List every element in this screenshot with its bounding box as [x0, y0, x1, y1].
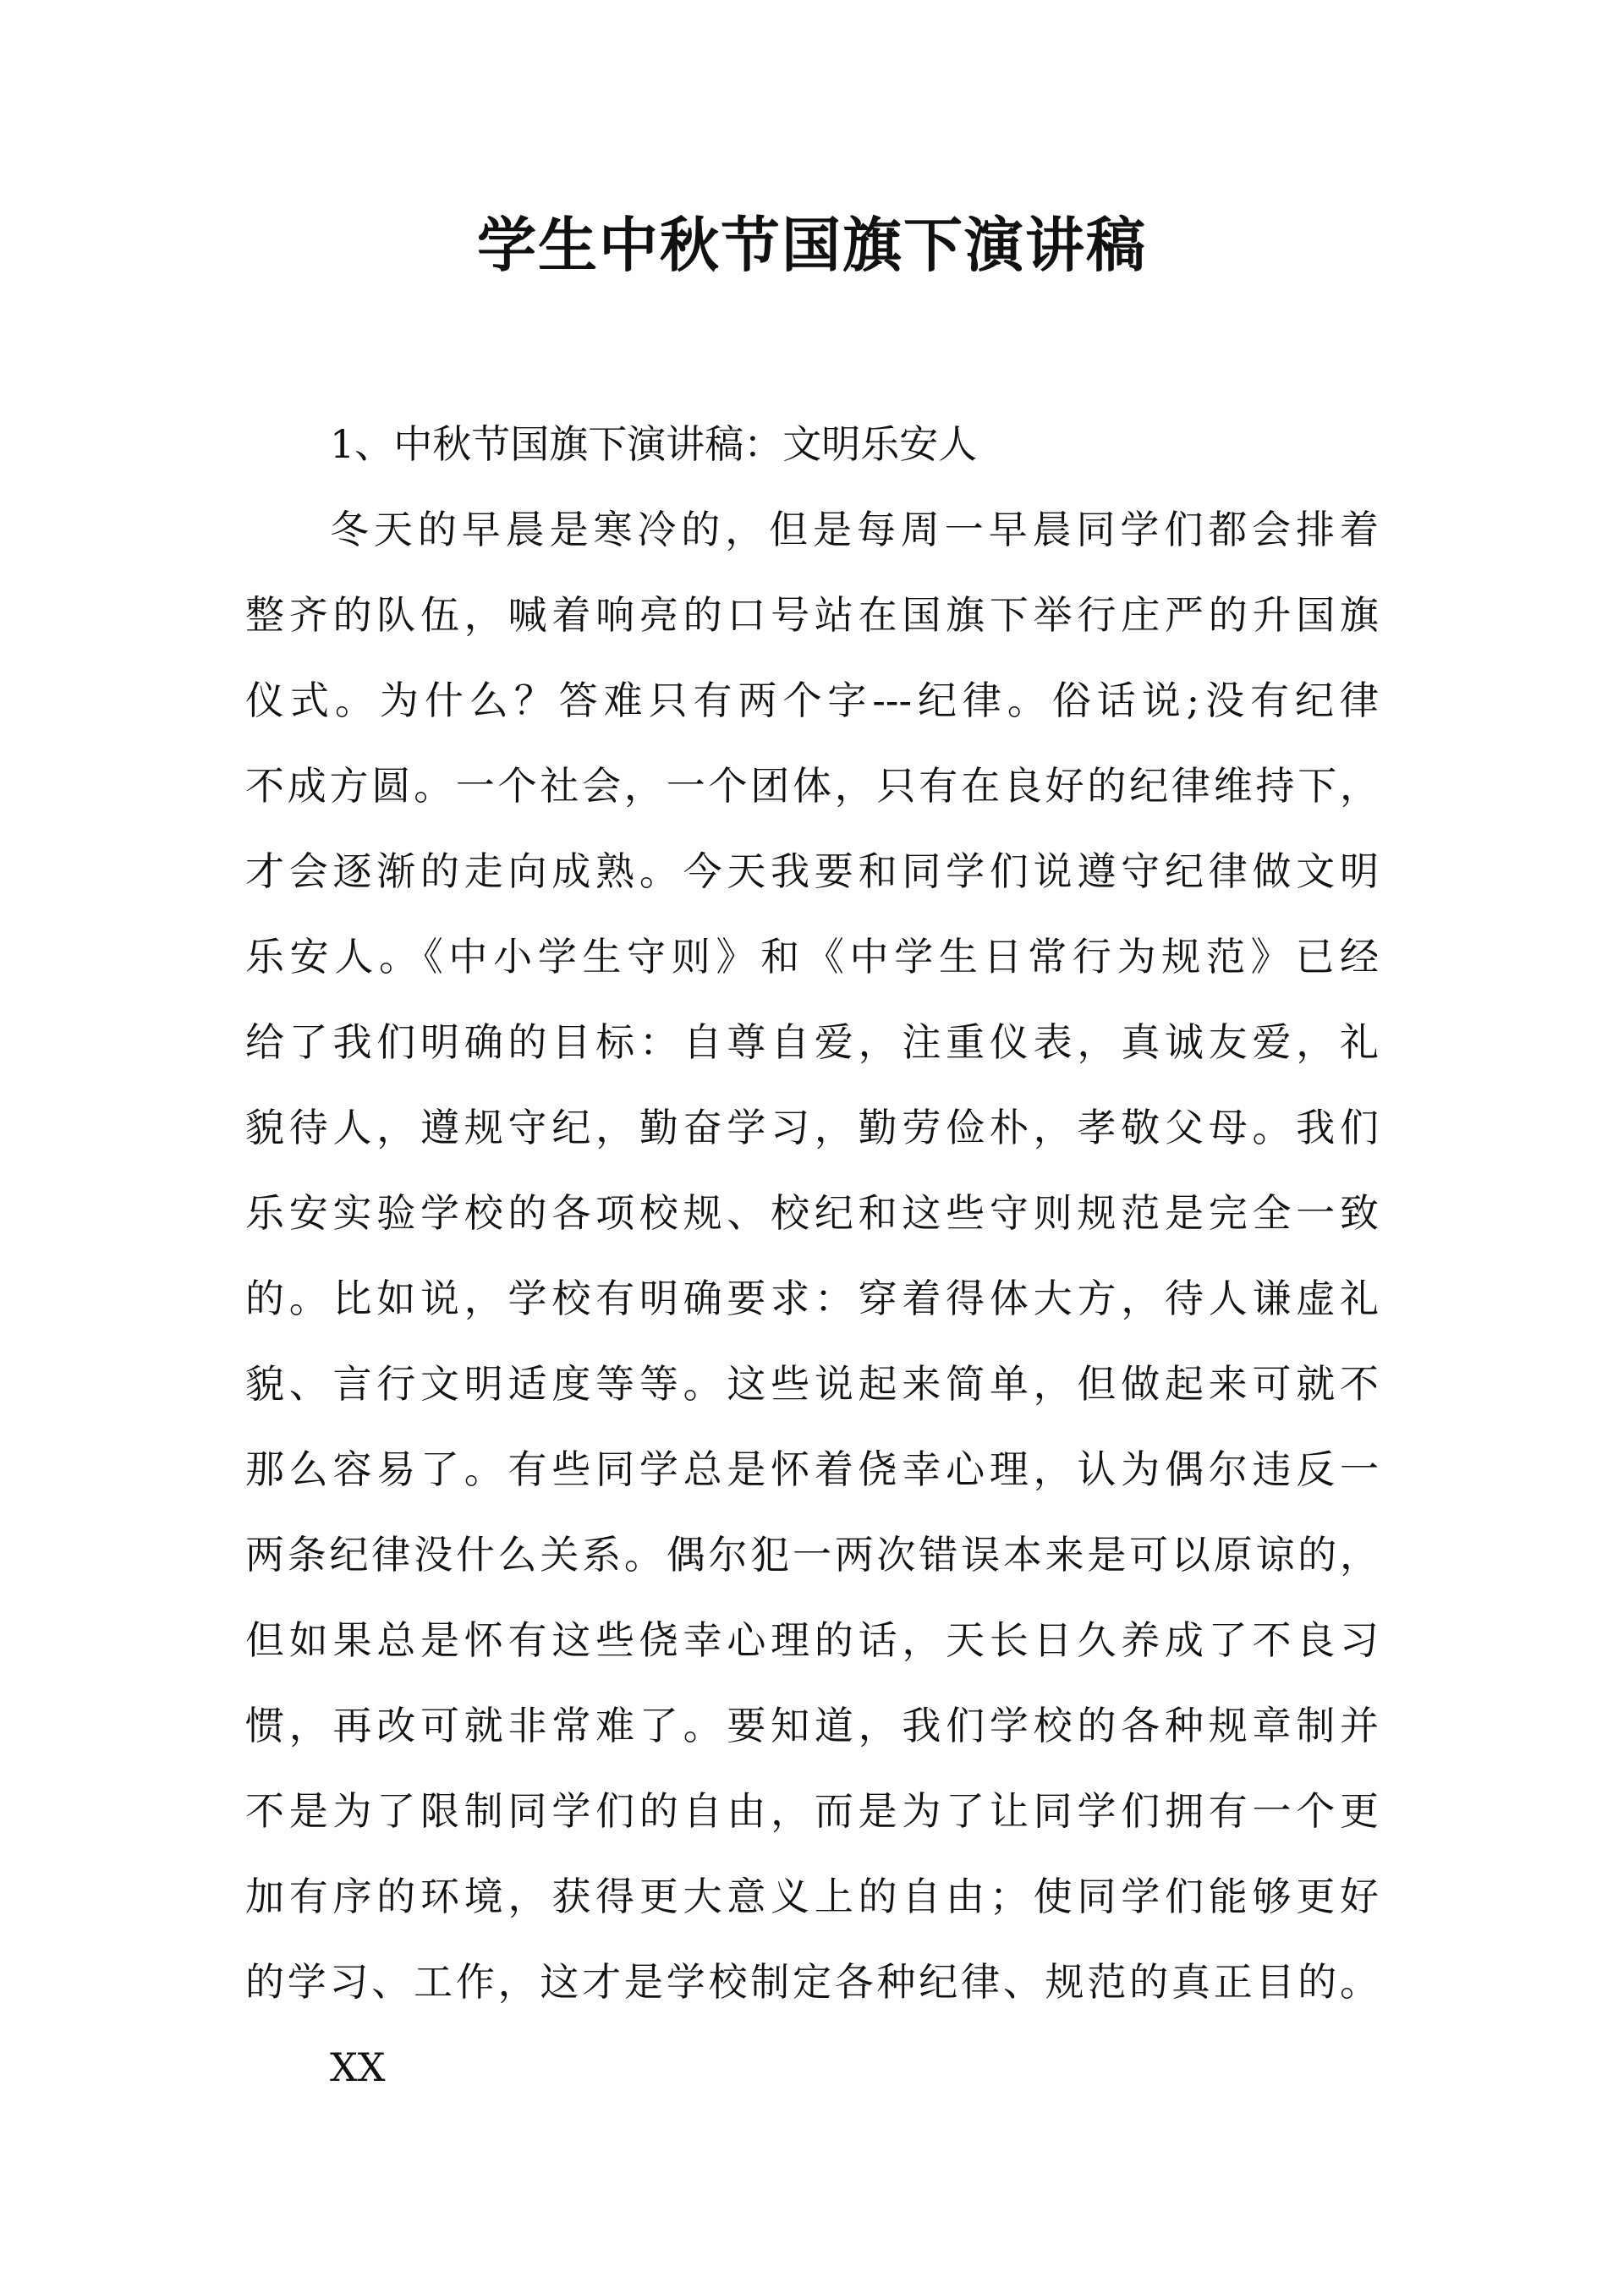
- paragraph-line: 两条纪律没什么关系。偶尔犯一两次错误本来是可以原谅的，: [245, 1532, 1379, 1578]
- paragraph-line: 乐安实验学校的各项校规、校纪和这些守则规范是完全一致: [245, 1190, 1379, 1236]
- paragraph-line: 才会逐渐的走向成熟。今天我要和同学们说遵守纪律做文明: [245, 848, 1379, 894]
- paragraph-line: 不成方圆。一个社会，一个团体，只有在良好的纪律维持下，: [245, 763, 1379, 809]
- paragraph-line: 貌、言行文明适度等等。这些说起来简单，但做起来可就不: [245, 1361, 1379, 1407]
- paragraph-line: 貌待人，遵规守纪，勤奋学习，勤劳俭朴，孝敬父母。我们: [245, 1105, 1379, 1150]
- trailing-text: XX: [330, 2044, 386, 2090]
- paragraph-line: 加有序的环境，获得更大意义上的自由；使同学们能够更好: [245, 1874, 1379, 1919]
- paragraph-line: 的学习、工作，这才是学校制定各种纪律、规范的真正目的。: [245, 1959, 1379, 2005]
- paragraph-line: 惯，再改可就非常难了。要知道，我们学校的各种规章制并: [245, 1703, 1379, 1748]
- paragraph-line: 不是为了限制同学们的自由，而是为了让同学们拥有一个更: [245, 1788, 1379, 1834]
- paragraph-line: 但如果总是怀有这些侥幸心理的话，天长日久养成了不良习: [245, 1617, 1379, 1663]
- paragraph-line: 冬天的早晨是寒冷的，但是每周一早晨同学们都会排着: [330, 507, 1379, 552]
- paragraph-line: 乐安人。《中小学生守则》和《中学生日常行为规范》已经: [245, 934, 1379, 980]
- section-heading: 1、中秋节国旗下演讲稿：文明乐安人: [330, 421, 978, 467]
- document-body: [245, 402, 1379, 2110]
- paragraph-line: 整齐的队伍，喊着响亮的口号站在国旗下举行庄严的升国旗: [245, 592, 1379, 638]
- paragraph-line: 仪式。为什么？答难只有两个字---纪律。俗话说;没有纪律: [245, 678, 1379, 723]
- paragraph-line: 给了我们明确的目标：自尊自爱，注重仪表，真诚友爱，礼: [245, 1019, 1379, 1065]
- paragraph-line: 那么容易了。有些同学总是怀着侥幸心理，认为偶尔违反一: [245, 1446, 1379, 1492]
- document-title: 学生中秋节国旗下演讲稿: [477, 211, 1147, 280]
- paragraph-line: 的。比如说，学校有明确要求：穿着得体大方，待人谦虚礼: [245, 1276, 1379, 1321]
